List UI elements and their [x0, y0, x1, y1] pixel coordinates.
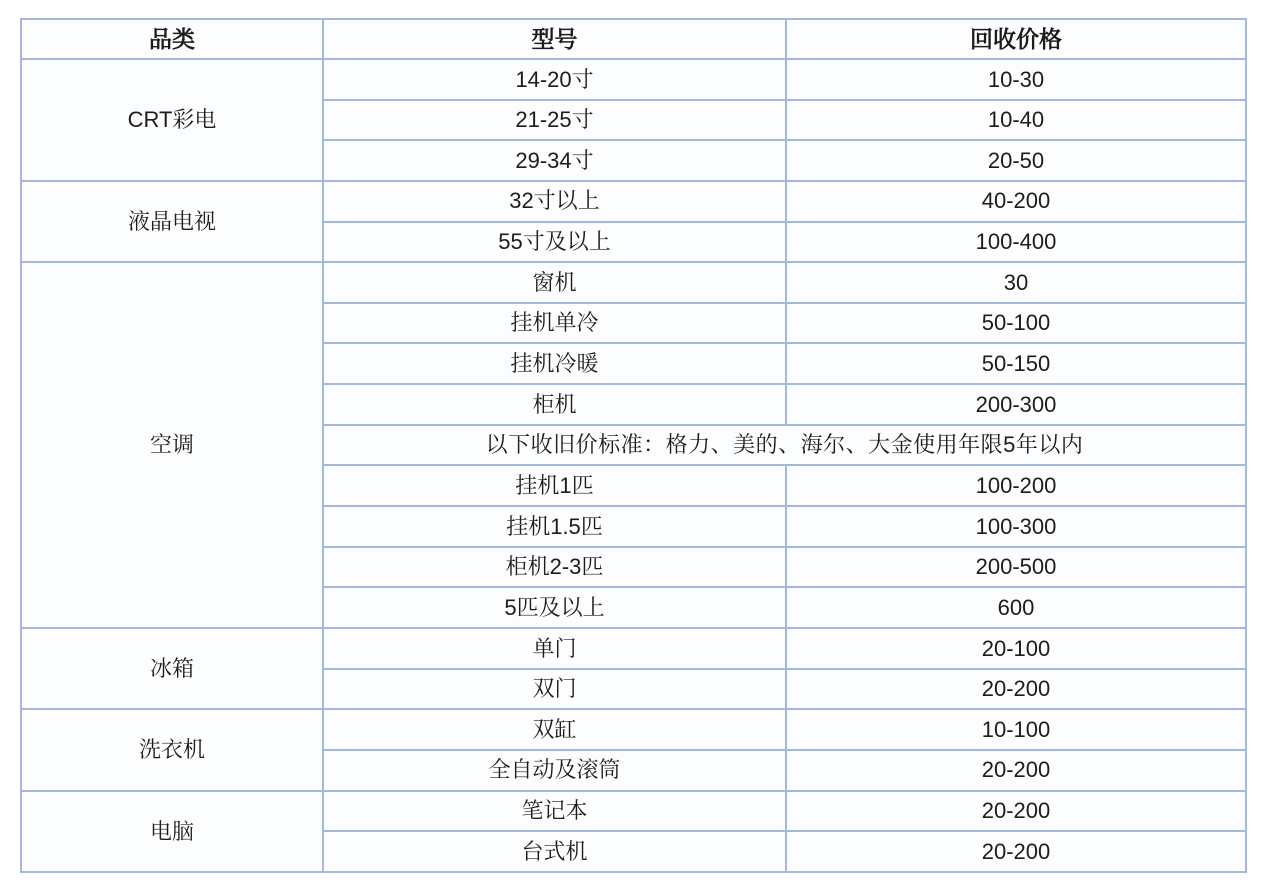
recycling-price-table-container — [20, 18, 1247, 873]
model-cell: 5匹及以上 — [323, 587, 786, 628]
model-cell: 柜机 — [323, 384, 786, 425]
model-cell: 单门 — [323, 628, 786, 669]
header-model: 型号 — [323, 19, 786, 59]
price-cell: 100-400 — [786, 222, 1246, 263]
price-cell: 200-500 — [786, 547, 1246, 588]
model-cell: 挂机单冷 — [323, 303, 786, 344]
category-cell: 洗衣机 — [21, 709, 323, 790]
price-cell: 600 — [786, 587, 1246, 628]
model-cell: 双门 — [323, 669, 786, 710]
price-cell: 100-300 — [786, 506, 1246, 547]
price-cell: 20-200 — [786, 831, 1246, 872]
price-cell: 20-200 — [786, 669, 1246, 710]
table-row — [21, 262, 1246, 303]
price-cell: 20-200 — [786, 791, 1246, 832]
table-header — [21, 19, 1246, 59]
model-cell: 32寸以上 — [323, 181, 786, 222]
table-row — [21, 59, 1246, 100]
model-cell: 全自动及滚筒 — [323, 750, 786, 791]
table-row — [21, 709, 1246, 750]
model-cell: 21-25寸 — [323, 100, 786, 141]
model-cell: 挂机1.5匹 — [323, 506, 786, 547]
table-row — [21, 181, 1246, 222]
model-cell: 挂机1匹 — [323, 465, 786, 506]
model-cell: 55寸及以上 — [323, 222, 786, 263]
price-cell: 200-300 — [786, 384, 1246, 425]
table-body — [21, 59, 1246, 872]
price-cell: 20-100 — [786, 628, 1246, 669]
price-cell: 100-200 — [786, 465, 1246, 506]
model-cell: 14-20寸 — [323, 59, 786, 100]
header-row — [21, 19, 1246, 59]
category-cell: 液晶电视 — [21, 181, 323, 262]
model-cell: 挂机冷暖 — [323, 343, 786, 384]
price-cell: 20-50 — [786, 140, 1246, 181]
model-cell: 双缸 — [323, 709, 786, 750]
category-cell: CRT彩电 — [21, 59, 323, 181]
price-cell: 30 — [786, 262, 1246, 303]
recycling-price-table — [20, 18, 1247, 873]
price-cell: 20-200 — [786, 750, 1246, 791]
model-cell: 台式机 — [323, 831, 786, 872]
price-cell: 50-150 — [786, 343, 1246, 384]
note-cell: 以下收旧价标准：格力、美的、海尔、大金使用年限5年以内 — [323, 425, 1246, 466]
model-cell: 29-34寸 — [323, 140, 786, 181]
header-price: 回收价格 — [786, 19, 1246, 59]
price-cell: 50-100 — [786, 303, 1246, 344]
table-row — [21, 628, 1246, 669]
category-cell: 冰箱 — [21, 628, 323, 709]
category-cell: 电脑 — [21, 791, 323, 872]
price-cell: 10-40 — [786, 100, 1246, 141]
table-row — [21, 791, 1246, 832]
model-cell: 窗机 — [323, 262, 786, 303]
model-cell: 柜机2-3匹 — [323, 547, 786, 588]
price-cell: 10-30 — [786, 59, 1246, 100]
category-cell: 空调 — [21, 262, 323, 628]
header-category: 品类 — [21, 19, 323, 59]
model-cell: 笔记本 — [323, 791, 786, 832]
price-cell: 10-100 — [786, 709, 1246, 750]
price-cell: 40-200 — [786, 181, 1246, 222]
